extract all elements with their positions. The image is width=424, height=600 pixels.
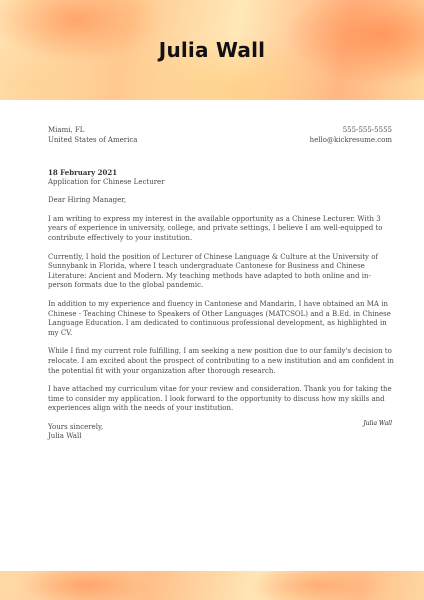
header-banner — [0, 0, 424, 100]
address-block — [48, 125, 137, 145]
footer-banner — [0, 571, 424, 600]
address-city: Miami, FL — [48, 126, 85, 134]
closing-phrase: Yours sincerely, — [48, 422, 104, 431]
letter-greeting: Dear Hiring Manager, — [48, 196, 127, 205]
handwritten-signature: Julia Wall — [363, 420, 392, 427]
applicant-name: Julia Wall — [158, 38, 266, 62]
letter-closing — [48, 423, 394, 442]
address-country: United States of America — [48, 136, 138, 144]
letter-paragraph: In addition to my experience and fluency in Cantonese and Mandarin, I have obtained an MA in Chinese - Teaching Chinese to Speakers of Other Languages (MATCSOL) and a B.Ed. in Chinese Language Education. I am dedicated to continuous professional development, as highlighted in my CV. — [48, 299, 391, 337]
closing-name: Julia Wall — [48, 432, 82, 441]
letter-body — [48, 168, 394, 442]
letter-paragraph: I am writing to express my interest in the available opportunity as a Chinese Lecturer. With 3 years of experience in university, college, and private settings, I believe I am well-equipped to contribute effectively to your institution. — [48, 214, 383, 242]
letter-paragraph: While I find my current role fulfilling, I am seeking a new position due to our family's decision to relocate. I am excited about the prospect of contributing to a new institution and am confident in the potential fit with your organization after thorough research. — [48, 347, 394, 375]
letter-subject: Application for Chinese Lecturer — [48, 177, 165, 186]
letter-paragraph: I have attached my curriculum vitae for your review and consideration. Thank you for taking the time to consider my application. I look forward to the opportunity to discuss how my skills and experiences align with the needs of your institution. — [48, 385, 392, 413]
letter-meta — [48, 168, 394, 187]
email-address: hello@kickresume.com — [309, 136, 392, 144]
letter-paragraph: Currently, I hold the position of Lecturer of Chinese Language & Culture at the University of Sunnybank in Florida, where I teach undergraduate Cantonese for Business and Chinese Literature: Ancient and Modern. My teaching methods have adapted to both online and in-person formats due to the global pandemic. — [48, 252, 379, 290]
contact-block — [310, 125, 392, 145]
phone-number: 555-555-5555 — [342, 126, 392, 134]
letter-date: 18 February 2021 — [48, 168, 118, 177]
